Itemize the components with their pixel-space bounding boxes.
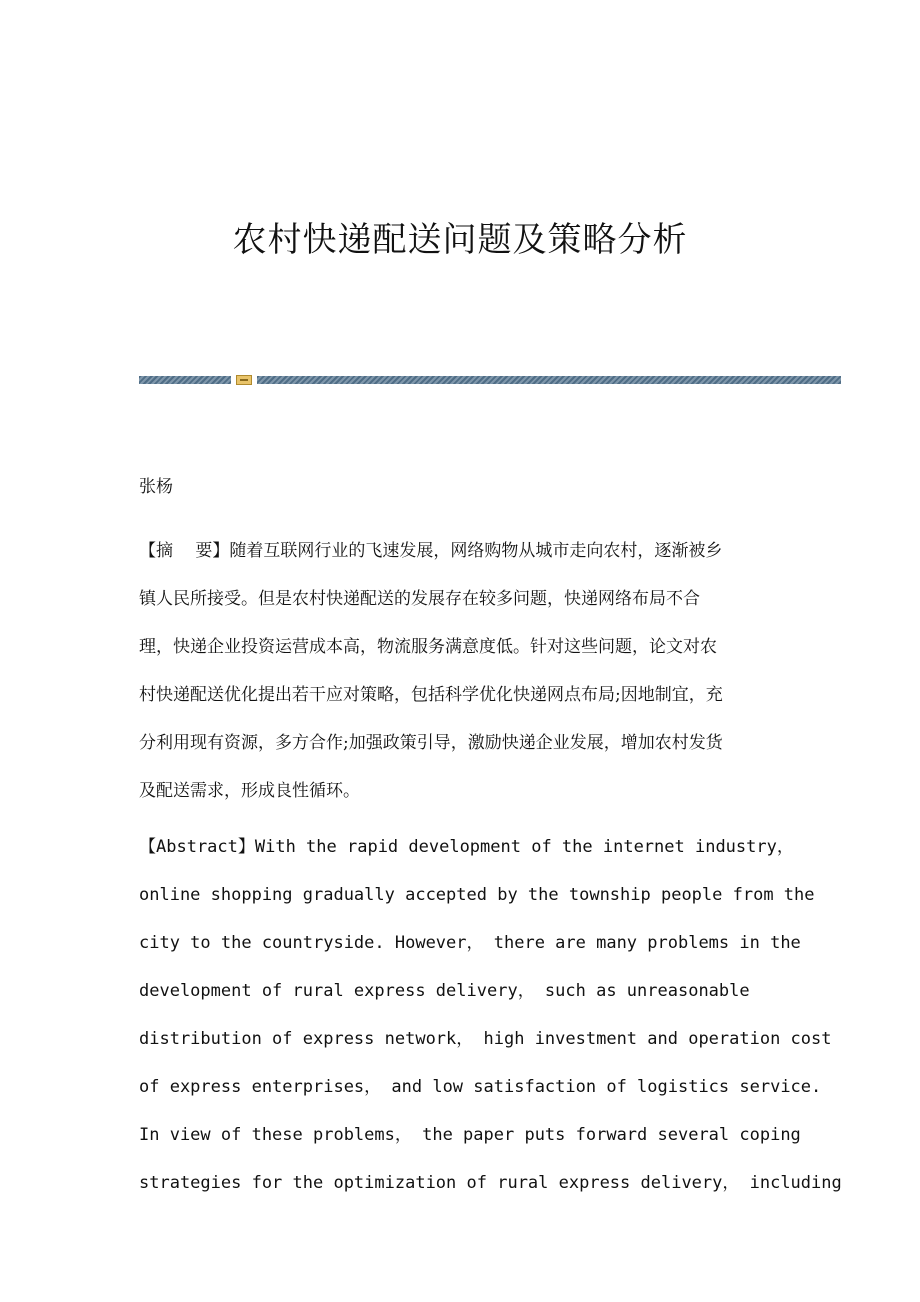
abstract-en-line: of express enterprises， and low satisfaction of logistics service. — [139, 1077, 822, 1097]
abstract-cn-line: 分利用现有资源，多方合作;加强政策引导，激励快递企业发展，增加农村发货 — [139, 733, 723, 753]
abstract-en-line: In view of these problems， the paper puts forward several coping — [139, 1125, 801, 1145]
abstract-en-line: distribution of express network， high investment and operation cost — [139, 1029, 832, 1049]
abstract-en-line: city to the countryside. However， there are many problems in the — [139, 933, 801, 953]
abstract-en-line: 【Abstract】With the rapid development of the internet industry， — [139, 837, 794, 857]
abstract-en-line: development of rural express delivery， such as unreasonable — [139, 981, 750, 1001]
author-name: 张杨 — [139, 477, 173, 497]
abstract-cn-line: 及配送需求，形成良性循环。 — [139, 781, 360, 801]
abstract-cn-line: 【摘 要】随着互联网行业的飞速发展，网络购物从城市走向农村，逐渐被乡 — [139, 541, 723, 561]
divider-ornament-icon — [236, 375, 252, 385]
title-divider — [139, 375, 841, 385]
page-title: 农村快递配送问题及策略分析 — [232, 220, 688, 260]
abstract-en-line: strategies for the optimization of rural express delivery， including — [139, 1173, 842, 1193]
abstract-english — [139, 823, 842, 1207]
divider-bar-right — [257, 376, 841, 384]
abstract-cn-line: 村快递配送优化提出若干应对策略，包括科学优化快递网点布局;因地制宜，充 — [139, 685, 723, 705]
abstract-cn-line: 镇人民所接受。但是农村快递配送的发展存在较多问题，快递网络布局不合 — [139, 589, 700, 609]
abstract-chinese — [139, 527, 781, 815]
divider-bar-left — [139, 376, 231, 384]
abstract-en-line: online shopping gradually accepted by the township people from the — [139, 885, 815, 905]
abstract-cn-line: 理，快递企业投资运营成本高，物流服务满意度低。针对这些问题，论文对农 — [139, 637, 717, 657]
